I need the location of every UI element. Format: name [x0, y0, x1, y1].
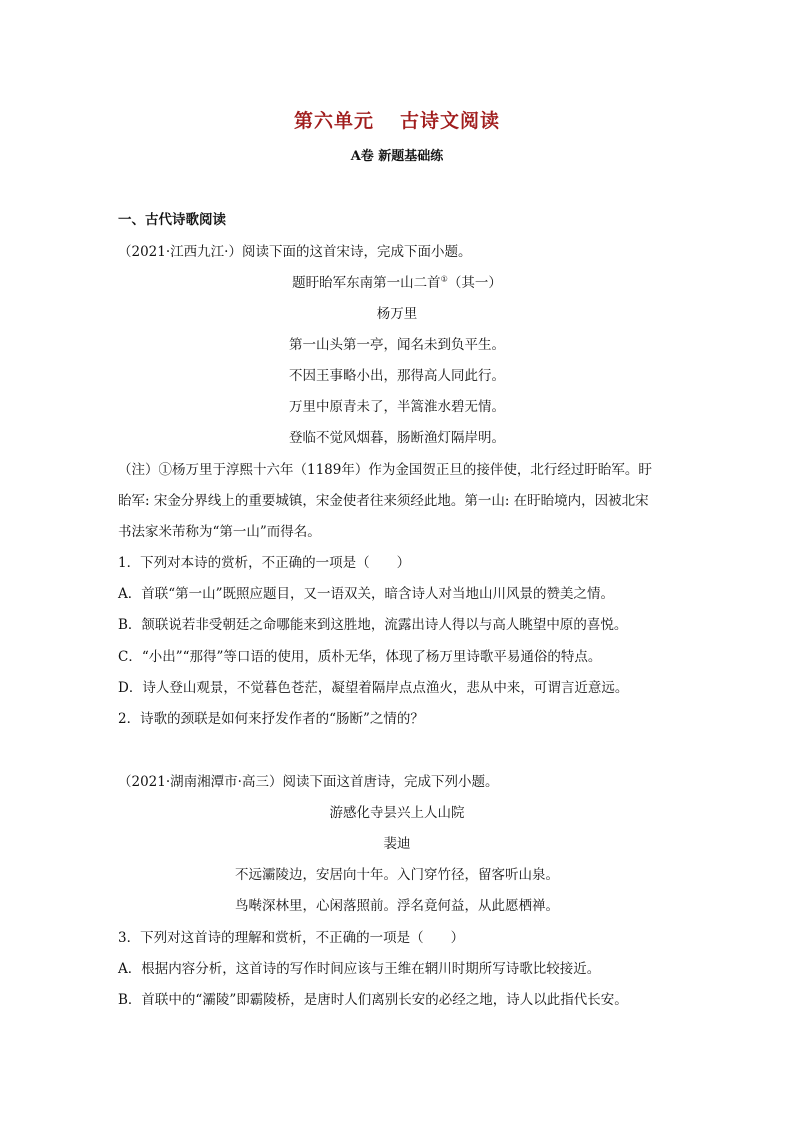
poem2-line: 不远灞陵边，安居向十年。入门穿竹径，留客听山泉。 — [235, 867, 559, 883]
question-3: 3．下列对这首诗的理解和赏析，不正确的一项是（ ） — [118, 930, 465, 946]
question-3-option-a: A．根据内容分析，这首诗的写作时间应该与王维在辋川时期所写诗歌比较接近。 — [118, 961, 601, 977]
unit-label: 第六单元 — [293, 110, 374, 132]
poem1-title-suffix: （其一） — [447, 275, 502, 291]
poem1-note-line: （注）①杨万里于淳熙十六年（1189年）作为金国贺正旦的接伴使，北行经过盱眙军。盱 — [118, 462, 652, 478]
poem1-note-line: 书法家米芾称为“第一山”而得名。 — [118, 524, 321, 540]
question-1-option-c: C．“小出”“那得”等口语的使用，质朴无华，体现了杨万里诗歌平易通俗的特点。 — [118, 649, 602, 665]
section2-intro: （2021·湖南湘潭市·高三）阅读下面这首唐诗，完成下列小题。 — [118, 774, 499, 790]
section-heading: 一、古代诗歌阅读 — [118, 212, 226, 228]
page-title — [0, 106, 794, 133]
poem1-title — [0, 271, 794, 291]
topic-label: 古诗文阅读 — [400, 110, 501, 132]
poem2-title: 游感化寺昙兴上人山院 — [329, 805, 465, 821]
page-subtitle: A卷 新题基础练 — [350, 149, 444, 164]
poem1-line: 万里中原青未了，半篙淮水碧无情。 — [289, 399, 505, 415]
question-1-option-d: D．诗人登山观景，不觉暮色苍茫，凝望着隔岸点点渔火，悲从中来，可谓言近意远。 — [118, 680, 629, 696]
poem2-line: 鸟啭深林里，心闲落照前。浮名竟何益，从此愿栖禅。 — [235, 898, 559, 914]
poem1-title-text: 题盱眙军东南第一山二首 — [292, 275, 441, 291]
poem1-note-line: 眙军: 宋金分界线上的重要城镇，宋金使者往来须经此地。第一山: 在盱眙境内，因被北宋 — [118, 493, 649, 509]
question-1-option-a: A．首联“第一山”既照应题目，又一语双关，暗含诗人对当地山川风景的赞美之情。 — [118, 586, 615, 602]
question-1: 1．下列对本诗的赏析，不正确的一项是（ ） — [118, 555, 411, 571]
question-3-option-b: B．首联中的“灞陵”即霸陵桥，是唐时人们离别长安的必经之地，诗人以此指代长安。 — [118, 992, 628, 1008]
poem1-line: 不因王事略小出，那得高人同此行。 — [289, 368, 505, 384]
question-2: 2．诗歌的颈联是如何来抒发作者的“肠断”之情的？ — [118, 711, 424, 727]
poem1-author: 杨万里 — [376, 306, 418, 322]
poem2-author: 裴迪 — [383, 836, 411, 852]
poem1-line: 登临不觉风烟暮，肠断渔灯隔岸明。 — [289, 430, 505, 446]
poem1-line: 第一山头第一亭，闻名未到负平生。 — [289, 337, 505, 353]
poem1-title-note: ① — [440, 274, 448, 284]
question-1-option-b: B．颔联说若非受朝廷之命哪能来到这胜地，流露出诗人得以与高人眺望中原的喜悦。 — [118, 617, 628, 633]
section1-intro: （2021·江西九江·）阅读下面的这首宋诗，完成下面小题。 — [118, 244, 472, 260]
